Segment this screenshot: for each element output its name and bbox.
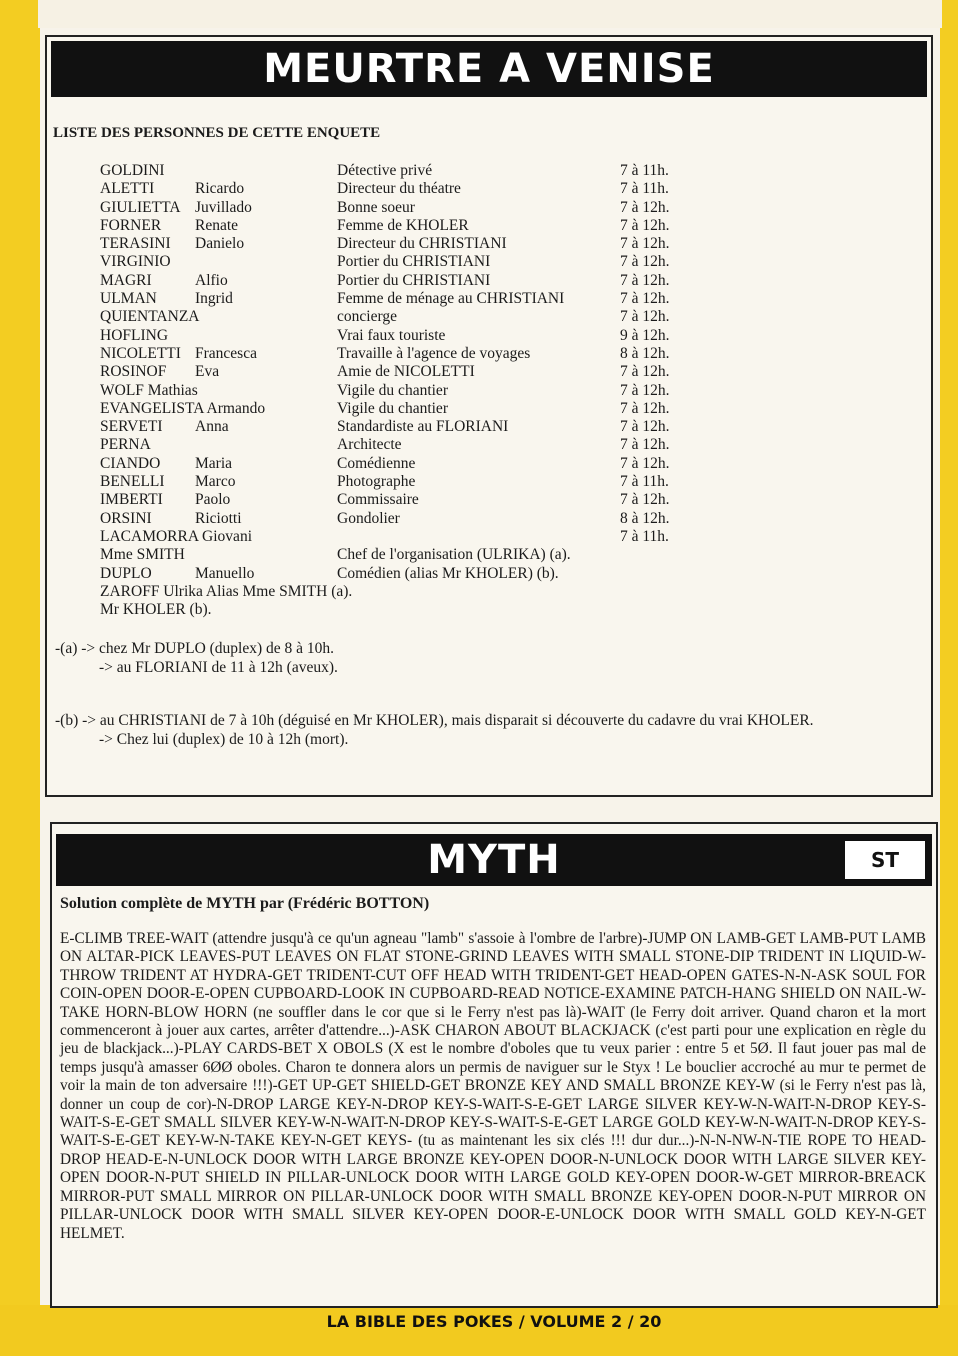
person-time: 9 à 12h. <box>620 326 670 344</box>
person-first-name: Maria <box>195 454 233 472</box>
person-role: Portier du CHRISTIANI <box>337 253 491 271</box>
list-item <box>100 491 740 509</box>
person-role: Photographe <box>337 473 416 491</box>
person-time: 7 à 12h. <box>620 235 670 253</box>
person-time: 7 à 11h. <box>620 162 669 179</box>
person-role: Gondolier <box>337 509 400 527</box>
list-item <box>100 162 740 180</box>
list-item <box>100 290 740 308</box>
meurtre-a-venise-section <box>45 35 933 797</box>
person-last-name: NICOLETTI <box>100 344 181 362</box>
list-item <box>100 382 740 400</box>
list-item <box>100 345 740 363</box>
person-role: Travaille à l'agence de voyages <box>337 344 531 362</box>
note-a-line1: -(a) -> chez Mr DUPLO (duplex) de 8 à 10h. <box>55 640 335 657</box>
list-item <box>100 418 740 436</box>
person-first-name: Danielo <box>195 235 245 253</box>
person-last-name: TERASINI <box>100 235 171 253</box>
person-last-name: ZAROFF Ulrika Alias Mme SMITH (a). <box>100 582 353 600</box>
list-item <box>100 180 740 198</box>
person-last-name: Mr KHOLER (b). <box>100 601 212 619</box>
list-item <box>100 400 740 418</box>
person-last-name: EVANGELISTA Armando <box>100 399 266 417</box>
page-top-margin <box>0 0 958 28</box>
person-time: 7 à 12h. <box>620 436 670 454</box>
note-b-line1: -(b) -> au CHRISTIANI de 7 à 10h (déguisé en Mr KHOLER), mais disparait si découverte du cadavre du vrai KHOLER. <box>55 712 814 729</box>
person-last-name: DUPLO <box>100 564 152 582</box>
person-role: Commissaire <box>337 491 419 509</box>
person-last-name: GIULIETTA <box>100 198 181 216</box>
list-item <box>100 601 740 619</box>
person-role: Portier du CHRISTIANI <box>337 271 491 289</box>
person-role: Femme de ménage au CHRISTIANI <box>337 290 565 308</box>
list-item <box>100 455 740 473</box>
note-a <box>55 639 338 677</box>
person-role: Architecte <box>337 436 402 454</box>
person-time: 7 à 11h. <box>620 527 669 545</box>
list-item <box>100 546 740 564</box>
people-list <box>100 162 740 619</box>
person-last-name: QUIENTANZA <box>100 308 200 326</box>
person-role: Amie de NICOLETTI <box>337 363 475 381</box>
person-last-name: ALETTI <box>100 180 155 198</box>
person-time: 7 à 12h. <box>620 216 670 234</box>
list-item <box>100 473 740 491</box>
note-b <box>55 711 814 749</box>
person-first-name: Eva <box>195 363 220 381</box>
person-first-name: Marco <box>195 473 236 491</box>
solution-text: E-CLIMB TREE-WAIT (attendre jusqu'à ce qu'un agneau "lamb" s'assoie à l'ombre de l'arbre)-JUMP ON LAMB-GET LAMB-PUT LAMB ON ALTAR-PICK LEAVES-PUT LEAVES ON FLAT STONE-GRIND LEAVES WITH SMALL STONE-DIP TRIDENT IN LIQUID-W-THROW TRIDENT AT HYDRA-GET TRIDENT-CUT OFF HEAD WITH TRIDENT-GET HEAD-OPEN GATES-N-N-ASK SOUL FOR COIN-OPEN DOOR-E-OPEN CUPBOARD-LOOK IN CUPBOARD-READ NOTICE-EXAMINE PATCH-HANG SHIELD ON NAIL-W-TAKE HORN-BLOW HORN (ne souffler dans le cor que si le Ferry n'est pas là)-WAIT (le Ferry doit arriver. Quand charon et la mort commenceront à jouer aux cartes, arrêter d'attendre...)-ASK CHARON ABOUT BLACKJACK (c'est parti pour une explication en règle du jeu de blackjack...)-PLAY CARDS-BET X OBOLS (X est le nombre d'oboles que tu veux parier : entre 5 et 5Ø. Il faut jouer pas mal de temps jusqu'à amasser 6ØØ oboles. Charon te donnera alors un permis de naviguer sur le Styx ! Le bouclier accroché au mur te permet de voir la main de ton adversaire !!!)-GET UP-GET SHIELD-GET BRONZE KEY AND SMALL BRONZE KEY-W (si le Ferry n'est pas là, donner un coup de cor)-N-DROP LARGE KEY-N-DROP KEY-S-WAIT-S-E-GET LARGE SILVER KEY-W-N-WAIT-N-DROP KEY-S-WAIT-S-E-GET SMALL SILVER KEY-W-N-WAIT-N-DROP KEY-S-WAIT-S-E-GET LARGE GOLD KEY-W-N-WAIT-N-DROP KEY-S-WAIT-S-E-GET KEY-W-N-TAKE KEY-N-GET KEYS- (tu as maintenant les six clés !!! dur dur...)-N-N-NW-N-TIE ROPE TO HEAD-DROP HEAD-E-N-UNLOCK DOOR WITH LARGE BRONZE KEY-OPEN DOOR-N-UNLOCK DOOR WITH LARGE SILVER KEY-OPEN DOOR-N-PUT SHIELD IN PILLAR-UNLOCK DOOR WITH LARGE GOLD KEY-OPEN DOOR-W-GET MIRROR-BREACK MIRROR-PUT SMALL MIRROR ON PILLAR-UNLOCK DOOR WITH SMALL BRONZE KEY-OPEN DOOR-N-PUT MIRROR ON PILLAR-UNLOCK DOOR WITH SMALL SILVER KEY-OPEN DOOR-E-UNLOCK DOOR WITH SMALL GOLD KEY-N-GET HELMET. <box>60 930 926 1242</box>
person-last-name: FORNER <box>100 216 162 234</box>
myth-section <box>50 822 938 1308</box>
yellow-right-strip <box>942 0 958 1356</box>
person-time: 7 à 12h. <box>620 253 670 271</box>
person-time: 7 à 12h. <box>620 308 670 326</box>
yellow-left-strip <box>0 0 38 1356</box>
person-time: 7 à 12h. <box>620 418 670 436</box>
person-time: 7 à 11h. <box>620 180 669 198</box>
person-time: 7 à 12h. <box>620 399 670 417</box>
person-last-name: HOFLING <box>100 326 169 344</box>
person-role: Bonne soeur <box>337 198 415 216</box>
list-item <box>100 363 740 381</box>
person-last-name: ORSINI <box>100 509 152 527</box>
person-role: Vrai faux touriste <box>337 326 446 344</box>
person-last-name: Mme SMITH <box>100 546 185 564</box>
list-item <box>100 253 740 271</box>
person-role: Standardiste au FLORIANI <box>337 418 509 436</box>
person-time: 7 à 12h. <box>620 454 670 472</box>
person-role: Femme de KHOLER <box>337 216 469 234</box>
person-role: Directeur du théatre <box>337 180 461 198</box>
person-time: 7 à 12h. <box>620 363 670 381</box>
platform-badge: ST <box>842 838 928 882</box>
list-item <box>100 583 740 601</box>
person-time: 7 à 12h. <box>620 271 670 289</box>
person-role: Vigile du chantier <box>337 399 448 417</box>
list-item <box>100 327 740 345</box>
person-first-name: Francesca <box>195 344 257 362</box>
person-last-name: PERNA <box>100 436 151 454</box>
person-last-name: BENELLI <box>100 473 165 491</box>
person-last-name: WOLF Mathias <box>100 381 198 399</box>
person-time: 8 à 12h. <box>620 344 670 362</box>
person-last-name: ROSINOF <box>100 363 167 381</box>
person-role: Comédienne <box>337 454 416 472</box>
person-time: 7 à 12h. <box>620 491 670 509</box>
person-role: Directeur du CHRISTIANI <box>337 235 507 253</box>
person-role: Chef de l'organisation (ULRIKA) (a). <box>337 546 571 564</box>
person-first-name: Manuello <box>195 564 255 582</box>
note-b-line2: -> Chez lui (duplex) de 10 à 12h (mort). <box>99 731 349 748</box>
person-last-name: ULMAN <box>100 290 157 308</box>
person-first-name: Anna <box>195 418 229 436</box>
person-time: 7 à 11h. <box>620 473 669 491</box>
list-item <box>100 235 740 253</box>
person-last-name: VIRGINIO <box>100 253 171 271</box>
person-last-name: IMBERTI <box>100 491 163 509</box>
person-first-name: Riciotti <box>195 509 242 527</box>
list-item <box>100 510 740 528</box>
list-item <box>100 272 740 290</box>
person-time: 7 à 12h. <box>620 198 670 216</box>
person-role: Vigile du chantier <box>337 381 448 399</box>
list-item <box>100 436 740 454</box>
person-first-name: Renate <box>195 216 239 234</box>
note-a-line2: -> au FLORIANI de 11 à 12h (aveux). <box>99 659 338 676</box>
list-item <box>100 217 740 235</box>
solution-heading: Solution complète de MYTH par (Frédéric BOTTON) <box>60 895 430 912</box>
person-first-name: Paolo <box>195 491 231 509</box>
person-first-name: Juvillado <box>195 198 252 216</box>
person-last-name: SERVETI <box>100 418 163 436</box>
list-item <box>100 308 740 326</box>
person-first-name: Alfio <box>195 271 228 289</box>
person-last-name: LACAMORRA Giovani <box>100 527 252 545</box>
person-last-name: MAGRI <box>100 271 152 289</box>
person-role: concierge <box>337 308 397 326</box>
list-item <box>100 565 740 583</box>
person-role: Comédien (alias Mr KHOLER) (b). <box>337 564 559 582</box>
section-title-banner: MYTH <box>56 834 932 886</box>
list-item <box>100 199 740 217</box>
page-footer: LA BIBLE DES POKES / VOLUME 2 / 20 <box>326 1312 662 1331</box>
person-role: Détective privé <box>337 162 433 179</box>
person-first-name: Ricardo <box>195 180 245 198</box>
list-item <box>100 528 740 546</box>
person-time: 7 à 12h. <box>620 381 670 399</box>
person-time: 8 à 12h. <box>620 509 670 527</box>
person-last-name: CIANDO <box>100 454 161 472</box>
person-time: 7 à 12h. <box>620 290 670 308</box>
person-last-name: GOLDINI <box>100 162 165 179</box>
person-first-name: Ingrid <box>195 290 233 308</box>
section-title-banner: MEURTRE A VENISE <box>51 41 927 97</box>
people-list-heading: LISTE DES PERSONNES DE CETTE ENQUETE <box>53 125 381 141</box>
